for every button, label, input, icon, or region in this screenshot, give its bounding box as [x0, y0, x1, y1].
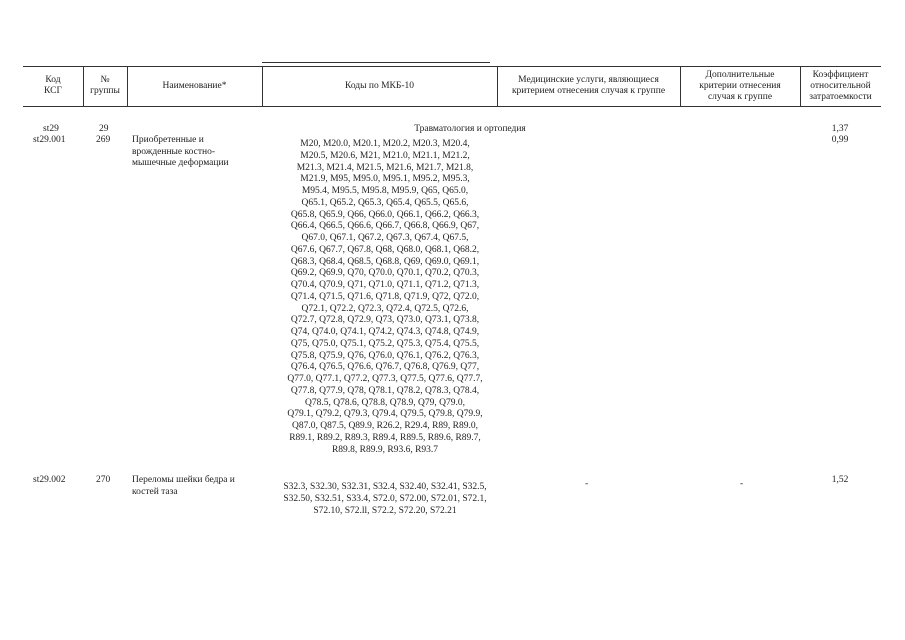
row-extra: - [740, 479, 744, 489]
icd-code-line: Q76.4, Q76.5, Q76.6, Q76.7, Q76.8, Q76.9, Q77, [290, 362, 480, 373]
row-group: 269 [96, 135, 111, 145]
icd-code-line: Q65.1, Q65.2, Q65.3, Q65.4, Q65.5, Q65.6, [301, 197, 469, 208]
icd-code-line: Q72.1, Q72.2, Q72.3, Q72.4, Q72.5, Q72.6, [301, 303, 469, 314]
header-code: Код КСГ [44, 75, 62, 96]
section-coef: 1,37 [831, 124, 849, 134]
row-code: st29.002 [33, 475, 66, 485]
icd-code-line: Q71.4, Q71.5, Q71.6, Q71.8, Q71.9, Q72, Q72.0, [290, 291, 480, 302]
icd-code-line: Q87.0, Q87.5, Q89.9, R26.2, R29.4, R89, R89.0, [291, 421, 479, 431]
header-extra: Дополнительные критерии отнесения случая к группе [699, 69, 781, 102]
icd-code-line: Q75, Q75.0, Q75.1, Q75.2, Q75.3, Q75.4, Q75.5, [290, 338, 480, 349]
icd-code-line: Q69.2, Q69.9, Q70, Q70.0, Q70.1, Q70.2, Q70.3, [290, 268, 480, 279]
icd-code-line: Q74, Q74.0, Q74.1, Q74.2, Q74.3, Q74.8, Q74.9, [290, 327, 480, 337]
icd-code-line: M95.4, M95.5, M95.8, M95.9, Q65, Q65.0, [301, 186, 469, 196]
icd-code-line: Q65.8, Q65.9, Q66, Q66.0, Q66.1, Q66.2, Q66.3, [290, 209, 480, 220]
icd-code-line: Q67.0, Q67.1, Q67.2, Q67.3, Q67.4, Q67.5, [301, 233, 469, 243]
header-group: № группы [90, 75, 120, 96]
icd-code-line: S32.50, S32.51, S33.4, S72.0, S72.00, S72.01, S72.1, [283, 494, 487, 504]
top-rule [262, 62, 490, 63]
icd-code-line: Q72.7, Q72.8, Q72.9, Q73, Q73.0, Q73.1, Q73.8, [290, 315, 480, 326]
icd-code-line: M21.3, M21.4, M21.5, M21.6, M21.7, M21.8, [296, 162, 474, 173]
row-icd-codes [262, 481, 508, 517]
row-group: 270 [96, 475, 111, 485]
row-services: - [585, 479, 589, 489]
section-code: st29 [43, 124, 59, 134]
icd-code-line: Q68.3, Q68.4, Q68.5, Q68.8, Q69, Q69.0, Q69.1, [290, 256, 480, 267]
header-bottom-border [23, 106, 881, 107]
section-title: Травматология и ортопедия [414, 124, 526, 134]
icd-code-line: S72.10, S72.ll, S72.2, S72.20, S72.21 [313, 506, 457, 516]
icd-code-line: M20.5, M20.6, M21, M21.0, M21.1, M21.2, [300, 150, 470, 161]
row-code: st29.001 [33, 135, 66, 145]
row-coef: 1,52 [831, 475, 849, 485]
icd-code-line: M20, M20.0, M20.1, M20.2, M20.3, M20.4, [300, 139, 470, 149]
header-icd: Коды по МКБ-10 [344, 80, 415, 91]
icd-code-line: Q77.0, Q77.1, Q77.2, Q77.3, Q77.5, Q77.6, Q77.7, [287, 374, 483, 384]
icd-code-line: S32.3, S32.30, S32.31, S32.4, S32.40, S32.41, S32.5, [283, 482, 487, 492]
icd-code-line: Q78.5, Q78.6, Q78.8, Q78.9, Q79, Q79.0, [305, 397, 465, 408]
icd-code-line: Q79.1, Q79.2, Q79.3, Q79.4, Q79.5, Q79.8, Q79.9, [287, 409, 483, 420]
icd-code-line: M21.9, M95, M95.0, M95.1, M95.2, M95.3, [300, 174, 470, 185]
icd-code-line: Q70.4, Q70.9, Q71, Q71.0, Q71.1, Q71.2, Q71.3, [290, 280, 480, 290]
section-group: 29 [99, 124, 109, 134]
row-name: Приобретенные и врожденные костно- мышечные деформации [132, 135, 229, 168]
icd-code-line: R89.1, R89.2, R89.3, R89.4, R89.5, R89.6, R89.7, [289, 432, 481, 443]
row-name: Переломы шейки бедра и костей таза [132, 475, 235, 497]
icd-code-line: Q75.8, Q75.9, Q76, Q76.0, Q76.1, Q76.2, Q76.3, [290, 350, 480, 361]
icd-code-line: Q67.6, Q67.7, Q67.8, Q68, Q68.0, Q68.1, Q68.2, [290, 244, 480, 255]
icd-code-line: R89.8, R89.9, R93.6, R93.7 [331, 444, 439, 455]
header-coef: Коэффициент относительной затратоемкости [809, 69, 872, 102]
row-coef: 0,99 [831, 135, 849, 145]
icd-code-line: Q66.4, Q66.5, Q66.6, Q66.7, Q66.8, Q66.9, Q67, [290, 221, 480, 232]
header-name: Наименование* [162, 80, 227, 91]
icd-code-line: Q77.8, Q77.9, Q78, Q78.1, Q78.2, Q78.3, Q78.4, [290, 385, 480, 396]
header-services: Медицинские услуги, являющиеся критерием отнесения случая к группе [511, 75, 666, 96]
row-icd-codes [262, 139, 508, 456]
